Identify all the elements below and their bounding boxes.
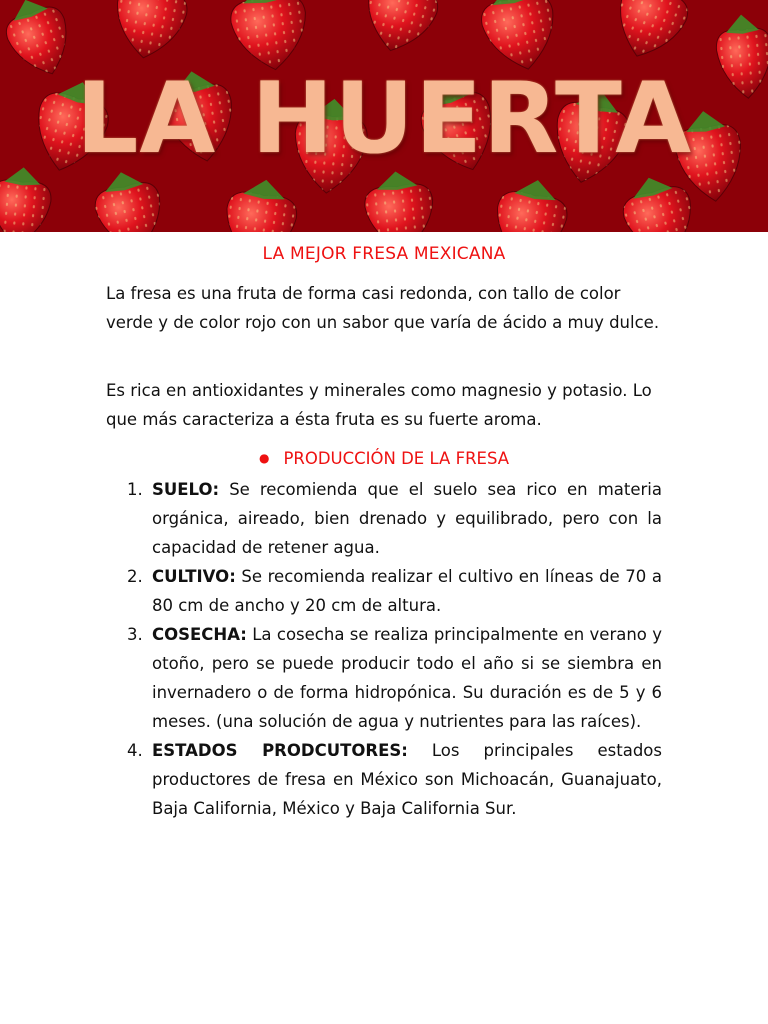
section-heading-text: PRODUCCIÓN DE LA FRESA [283,449,510,468]
page-title: LA HUERTA [75,62,693,176]
item-number: 3. [127,625,143,644]
list-item [127,562,662,620]
item-term: ESTADOS PRODCUTORES: [152,741,408,760]
section-heading [0,446,768,471]
item-number: 1. [127,480,143,499]
item-text: Se recomienda realizar el cultivo en líneas de 70 a 80 cm de ancho y 20 cm de altura. [152,567,662,615]
item-term: COSECHA: [152,625,247,644]
hero-banner [0,0,768,232]
item-number: 2. [127,567,143,586]
subtitle: LA MEJOR FRESA MEXICANA [262,244,506,264]
production-list [127,475,662,823]
list-item [127,475,662,562]
item-text: La cosecha se realiza principalmente en verano y otoño, pero se puede producir todo el año si se siembra en invernadero o de forma hidropónica. Su duración es de 5 y 6 meses. (una solución de agua y nutrientes para las raíces). [152,625,662,731]
item-term: CULTIVO: [152,567,236,586]
list-item [127,736,662,823]
list-item [127,620,662,736]
aroma-paragraph: Es rica en antioxidantes y minerales como magnesio y potasio. Lo que más caracteriza a ésta fruta es su fuerte aroma. [106,381,652,429]
item-term: SUELO: [152,480,220,499]
item-text: Se recomienda que el suelo sea rico en materia orgánica, aireado, bien drenado y equilibrado, pero con la capacidad de retener agua. [152,480,662,557]
intro-paragraph: La fresa es una fruta de forma casi redonda, con tallo de color verde y de color rojo con un sabor que varía de ácido a muy dulce. [106,284,660,332]
bullet-icon: ● [258,451,270,465]
item-text: Los principales estados productores de fresa en México son Michoacán, Guanajuato, Baja California, México y Baja California Sur. [152,741,662,818]
item-number: 4. [127,741,143,760]
